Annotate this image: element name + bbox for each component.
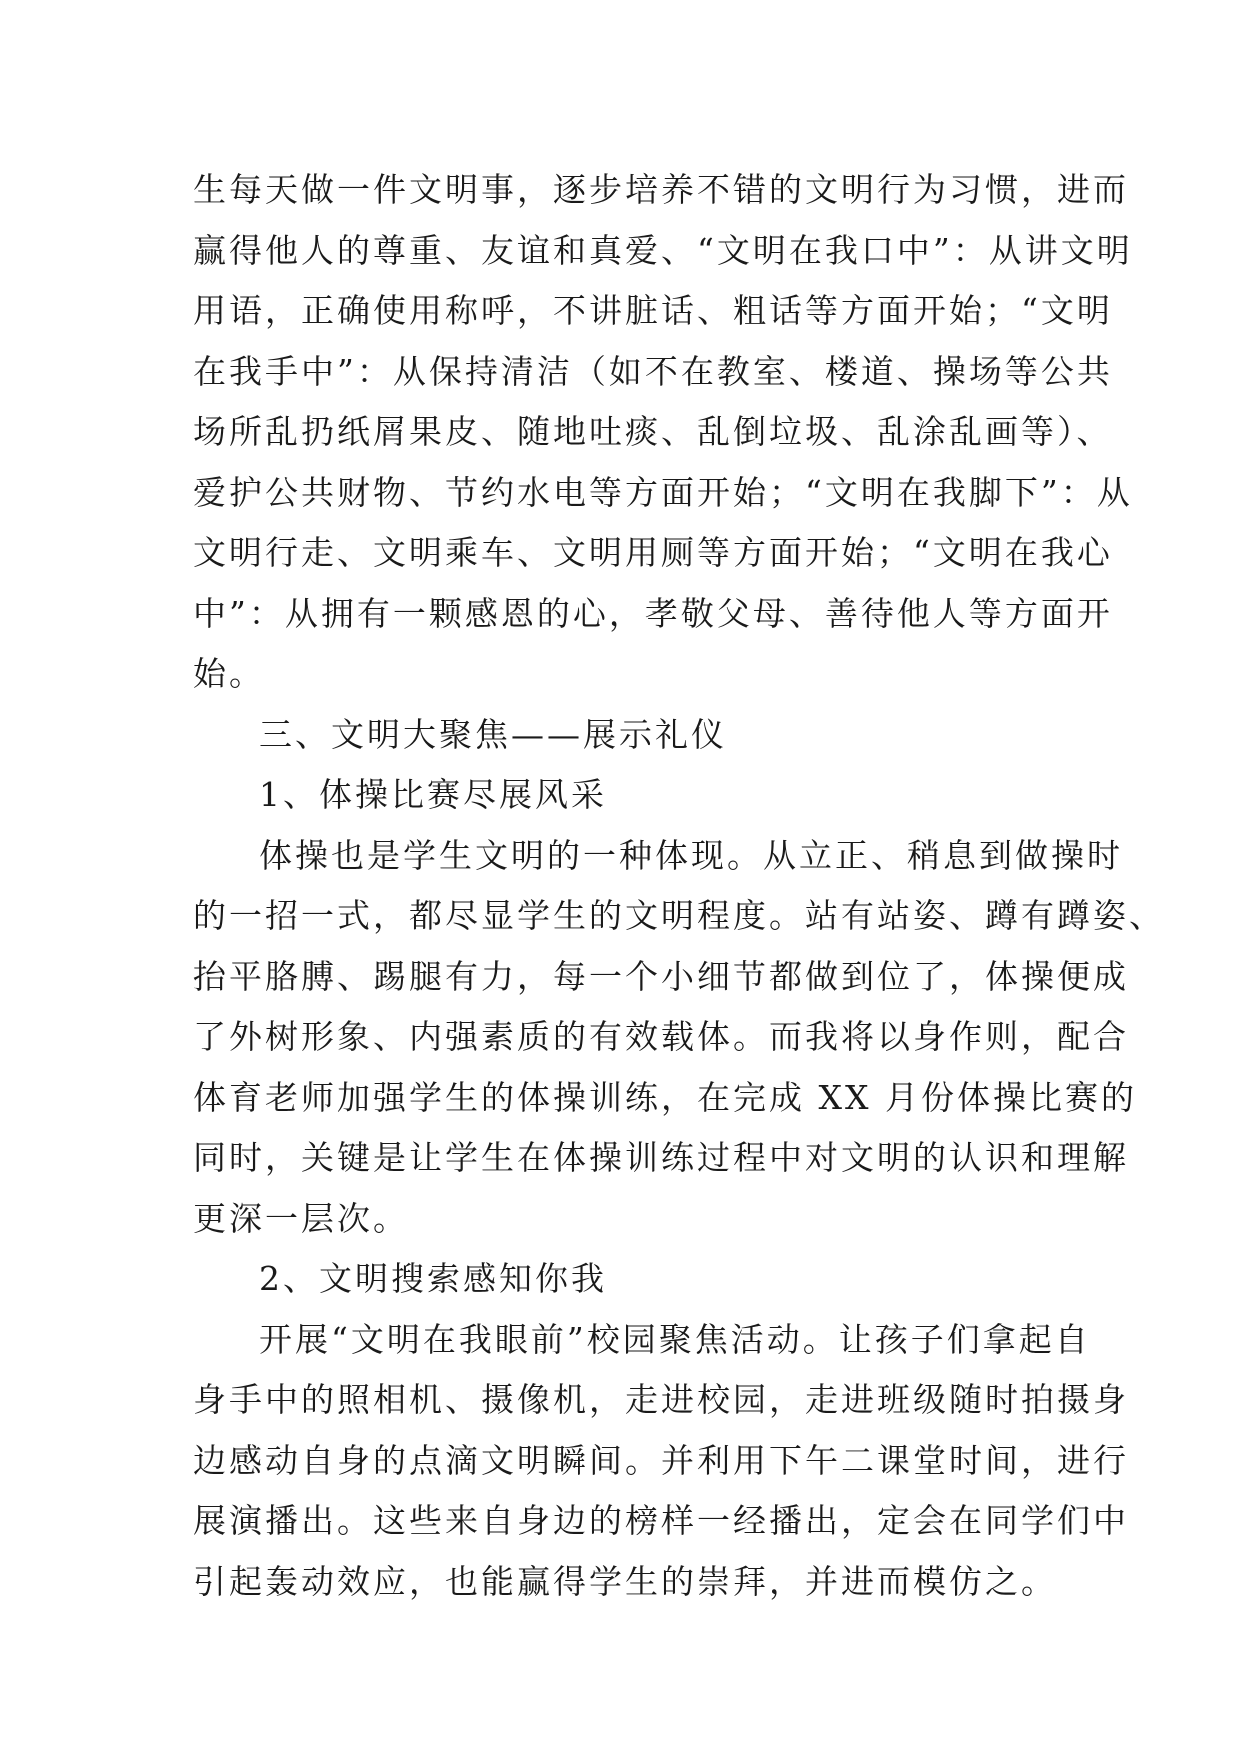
text-line: 场所乱扔纸屑果皮、随地吐痰、乱倒垃圾、乱涂乱画等）、 <box>193 412 1113 451</box>
text-line: 抬平胳膊、踢腿有力，每一个小细节都做到位了，体操便成 <box>193 956 1129 996</box>
text-line: 2、文明搜索感知你我 <box>259 1259 607 1298</box>
text-line: 更深一层次。 <box>193 1198 409 1238</box>
text-line: 赢得他人的尊重、友谊和真爱、“文明在我口中”：从讲文明 <box>193 230 1133 270</box>
text-line: 了外树形象、内强素质的有效载体。而我将以身作则，配合 <box>193 1017 1129 1056</box>
text-line: 中”：从拥有一颗感恩的心，孝敬父母、善待他人等方面开 <box>193 593 1113 633</box>
text-line: 用语，正确使用称呼，不讲脏话、粗话等方面开始；“文明 <box>193 291 1113 330</box>
body-text <box>193 160 1165 1612</box>
text-line: 文明行走、文明乘车、文明用厕等方面开始；“文明在我心 <box>193 533 1113 572</box>
text-line: 1、体操比赛尽展风采 <box>259 775 607 814</box>
text-line: 生每天做一件文明事，逐步培养不错的文明行为习惯，进而 <box>193 170 1129 209</box>
text-line: 身手中的照相机、摄像机，走进校园，走进班级随时拍摄身 <box>193 1380 1129 1419</box>
text-line: 边感动自身的点滴文明瞬间。并利用下午二课堂时间，进行 <box>193 1440 1129 1480</box>
text-line: 同时，关键是让学生在体操训练过程中对文明的认识和理解 <box>193 1138 1129 1177</box>
text-line: 引起轰动效应，也能赢得学生的崇拜，并进而模仿之。 <box>193 1561 1057 1601</box>
text-line: 三、文明大聚焦——展示礼仪 <box>259 714 727 754</box>
text-line: 在我手中”：从保持清洁（如不在教室、楼道、操场等公共 <box>193 351 1113 391</box>
text-line: 开展“文明在我眼前”校园聚焦活动。让孩子们拿起自 <box>259 1319 1091 1359</box>
text-line: 展演播出。这些来自身边的榜样一经播出，定会在同学们中 <box>193 1501 1129 1540</box>
text-line: 爱护公共财物、节约水电等方面开始；“文明在我脚下”：从 <box>193 472 1133 512</box>
text-line: 的一招一式，都尽显学生的文明程度。站有站姿、蹲有蹲姿、 <box>193 896 1165 935</box>
text-line: 体操也是学生文明的一种体现。从立正、稍息到做操时 <box>259 835 1123 875</box>
text-line: 始。 <box>193 654 265 693</box>
text-line: 体育老师加强学生的体操训练，在完成 XX 月份体操比赛的 <box>193 1077 1137 1117</box>
